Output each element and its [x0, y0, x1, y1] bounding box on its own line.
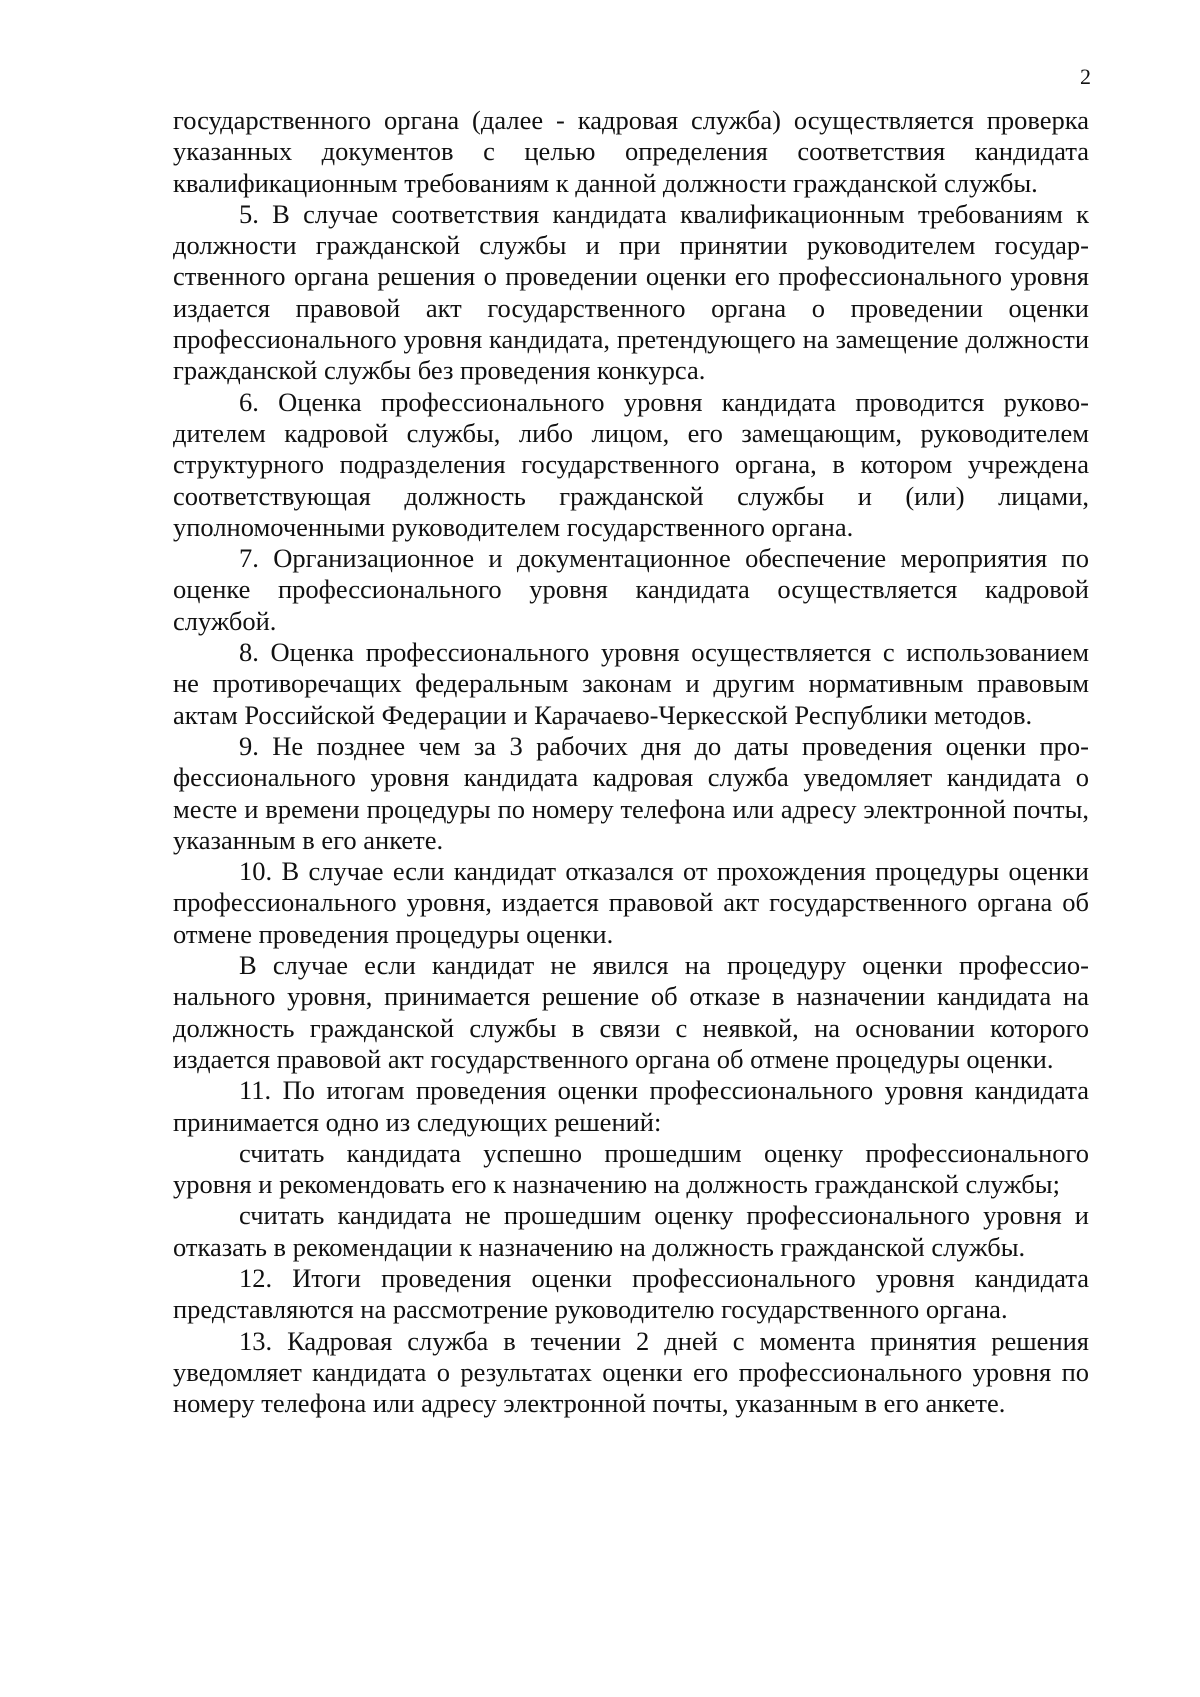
- paragraph-item-6: 6. Оценка профессионального уровня кандидата проводится руководителем кадровой службы, либо лицом, его замещающим, руководителем структурного подразделения государственного органа, в котором учреждена соответствующая должность гражданской службы и (или) лицами, уполномоченными руководителем государственного органа.: [173, 386, 1089, 542]
- paragraph-item-7: 7. Организационное и документационное обеспечение мероприятия по оценке профессионального уровня кандидата осуществляется кадровой службой.: [173, 543, 1089, 636]
- paragraph-item-11: 11. По итогам проведения оценки профессионального уровня кандидата принимается одно из следующих решений:: [173, 1075, 1089, 1137]
- paragraph-item-9: 9. Не позднее чем за 3 рабочих дня до даты проведения оценки профессионального уровня кандидата кадровая служба уведомляет кандидата о месте и времени процедуры по номеру телефона или адресу электронной почты, указанным в его анкете.: [173, 730, 1089, 855]
- paragraph-item-12: 12. Итоги проведения оценки профессионального уровня кандидата представляются на рассмотрение руководителю государственного органа.: [173, 1262, 1089, 1325]
- paragraph-item-10-continued: В случае если кандидат не явился на процедуру оценки профессионального уровня, принимается решение об отказе в назначении кандидата на должность гражданской службы в связи с неявкой, на основании которого издается правовой акт государственного органа об отмене процедуры оценки.: [173, 950, 1089, 1074]
- paragraph-item-5: 5. В случае соответствия кандидата квалификационным требованиям к должности гражданской службы и при принятии руководителем государственного органа решения о проведении оценки его профессионального уровня издается правовой акт государственного органа о проведении оценки профессионального уровня кандидата, претендующего на замещение должности гражданской службы без проведения конкурса.: [173, 198, 1089, 386]
- paragraph-item-8: 8. Оценка профессионального уровня осуществляется с использованием не противоречащих федеральным законам и другим нормативным правовым актам Российской Федерации и Карачаево-Черкесской Республики методов.: [173, 637, 1089, 730]
- page-number: 2: [1080, 64, 1091, 89]
- paragraph-continuation: государственного органа (далее - кадровая служба) осуществляется проверка указанных документов с целью определения соответствия кандидата квалификационным требованиям к данной должности гражданской службы.: [173, 105, 1089, 198]
- paragraph-item-11-option-2: считать кандидата не прошедшим оценку профессионального уровня и отказать в рекомендации к назначению на должность гражданской службы.: [173, 1200, 1089, 1262]
- paragraph-item-11-option-1: считать кандидата успешно прошедшим оценку профессионального уровня и рекомендовать его к назначению на должность гражданской службы;: [173, 1137, 1089, 1200]
- document-body: [173, 105, 1089, 1419]
- paragraph-item-10: 10. В случае если кандидат отказался от прохождения процедуры оценки профессионального уровня, издается правовой акт государственного органа об отмене проведения процедуры оценки.: [173, 856, 1089, 949]
- paragraph-item-13: 13. Кадровая служба в течении 2 дней с момента принятия решения уведомляет кандидата о результатах оценки его профессионального уровня по номеру телефона или адресу электронной почты, указанным в его анкете.: [173, 1325, 1089, 1419]
